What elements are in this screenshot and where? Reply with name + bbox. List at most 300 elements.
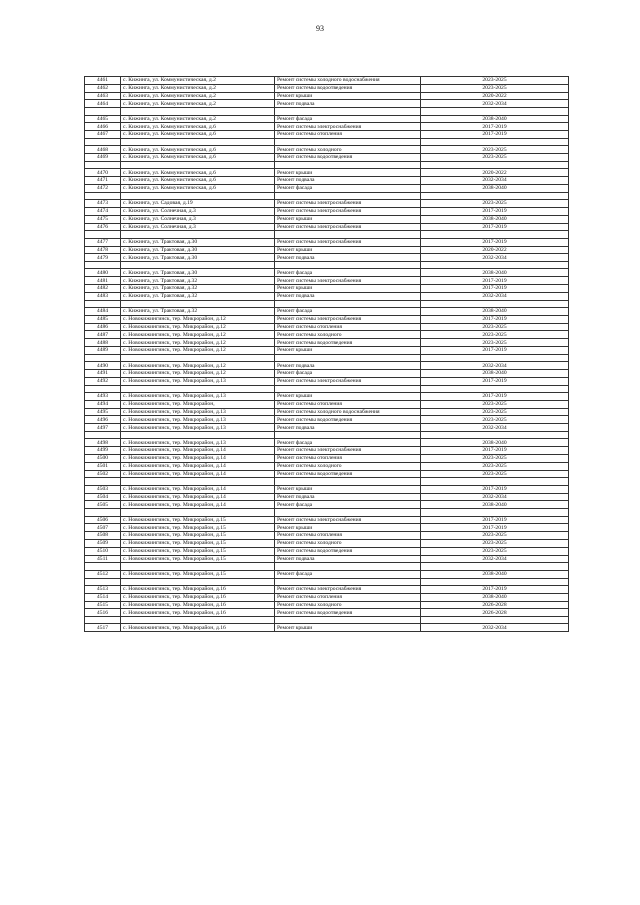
table-row xyxy=(85,593,569,601)
table-row xyxy=(85,277,569,285)
address-cell: с. Новокижингинск, тер. Микрорайон, д.14 xyxy=(121,462,275,470)
work-type-cell: Ремонт подвала xyxy=(275,254,421,262)
spacer-row xyxy=(85,192,569,199)
spacer-cell xyxy=(85,231,121,238)
address-cell: с. Новокижингинск, тер. Микрорайон, д.15 xyxy=(121,516,275,524)
work-type-cell: Ремонт подвала xyxy=(275,177,421,185)
work-type-cell: Ремонт подвала xyxy=(275,493,421,501)
spacer-row xyxy=(85,385,569,392)
work-type-cell: Ремонт фасада xyxy=(275,269,421,277)
address-cell: с. Новокижингинск, тер. Микрорайон, д.12 xyxy=(121,331,275,339)
work-type-cell: Ремонт крыши xyxy=(275,246,421,254)
table-row xyxy=(85,146,569,154)
work-type-cell: Ремонт фасада xyxy=(275,501,421,509)
work-type-cell: Ремонт крыши xyxy=(275,393,421,401)
period-cell: 2023-2025 xyxy=(421,547,569,555)
work-type-cell: Ремонт фасада xyxy=(275,439,421,447)
address-cell: с. Кижинга, ул. Солнечная, д.3 xyxy=(121,223,275,231)
work-type-cell: Ремонт фасада xyxy=(275,370,421,378)
work-type-cell: Ремонт системы водоотведения xyxy=(275,84,421,92)
address-cell: с. Кижинга, ул. Солнечная, д.3 xyxy=(121,215,275,223)
table-row xyxy=(85,123,569,131)
table-row xyxy=(85,524,569,532)
spacer-row xyxy=(85,478,569,485)
spacer-cell xyxy=(421,432,569,439)
spacer-cell xyxy=(421,138,569,145)
table-row xyxy=(85,570,569,578)
work-type-cell: Ремонт крыши xyxy=(275,169,421,177)
work-type-cell: Ремонт крыши xyxy=(275,624,421,632)
period-cell: 2038-2040 xyxy=(421,593,569,601)
table-row xyxy=(85,362,569,370)
spacer-cell xyxy=(121,578,275,585)
spacer-cell xyxy=(421,385,569,392)
work-type-cell: Ремонт системы электроснабжения xyxy=(275,200,421,208)
spacer-cell xyxy=(421,354,569,361)
address-cell: с. Новокижингинск, тер. Микрорайон, д.16 xyxy=(121,609,275,617)
table-row xyxy=(85,462,569,470)
table-row xyxy=(85,215,569,223)
period-cell: 2023-2025 xyxy=(421,462,569,470)
row-number-cell: 4495 xyxy=(85,408,121,416)
table-row xyxy=(85,269,569,277)
spacer-row xyxy=(85,262,569,269)
spacer-cell xyxy=(121,231,275,238)
row-number-cell: 4510 xyxy=(85,547,121,555)
table-row xyxy=(85,485,569,493)
table-row xyxy=(85,323,569,331)
table-row xyxy=(85,154,569,162)
period-cell: 2023-2025 xyxy=(421,84,569,92)
work-type-cell: Ремонт системы электроснабжения xyxy=(275,447,421,455)
spacer-cell xyxy=(421,231,569,238)
spacer-cell xyxy=(121,617,275,624)
spacer-cell xyxy=(121,478,275,485)
table-row xyxy=(85,254,569,262)
spacer-cell xyxy=(121,138,275,145)
period-cell: 2017-2019 xyxy=(421,277,569,285)
spacer-cell xyxy=(85,300,121,307)
address-cell: с. Кижинга, ул. Солнечная, д.3 xyxy=(121,207,275,215)
period-cell: 2017-2019 xyxy=(421,131,569,139)
spacer-cell xyxy=(275,478,421,485)
row-number-cell: 4503 xyxy=(85,485,121,493)
row-number-cell: 4508 xyxy=(85,532,121,540)
period-cell: 2017-2019 xyxy=(421,447,569,455)
address-cell: с. Новокижингинск, тер. Микрорайон, д.15 xyxy=(121,539,275,547)
address-cell: с. Новокижингинск, тер. Микрорайон, д.13 xyxy=(121,393,275,401)
address-cell: с. Новокижингинск, тер. Микрорайон, д.15 xyxy=(121,555,275,563)
table-row xyxy=(85,547,569,555)
spacer-cell xyxy=(121,161,275,168)
spacer-cell xyxy=(121,108,275,115)
spacer-cell xyxy=(275,617,421,624)
period-cell: 2032-2034 xyxy=(421,493,569,501)
address-cell: с. Новокижингинск, тер. Микрорайон, д.16 xyxy=(121,585,275,593)
period-cell: 2038-2040 xyxy=(421,308,569,316)
address-cell: с. Кижинга, ул. Коммунистическая, д.6 xyxy=(121,154,275,162)
address-cell: с. Кижинга, ул. Коммунистическая, д.6 xyxy=(121,184,275,192)
address-cell: с. Новокижингинск, тер. Микрорайон, xyxy=(121,400,275,408)
table-row xyxy=(85,100,569,108)
work-type-cell: Ремонт системы водоотведения xyxy=(275,609,421,617)
table-row xyxy=(85,347,569,355)
period-cell: 2017-2019 xyxy=(421,393,569,401)
spacer-row xyxy=(85,138,569,145)
work-type-cell: Ремонт системы холодного водоснабжения xyxy=(275,408,421,416)
row-number-cell: 4514 xyxy=(85,593,121,601)
spacer-cell xyxy=(275,563,421,570)
period-cell: 2017-2019 xyxy=(421,347,569,355)
spacer-cell xyxy=(85,192,121,199)
spacer-cell xyxy=(85,262,121,269)
work-type-cell: Ремонт фасада xyxy=(275,308,421,316)
spacer-cell xyxy=(421,262,569,269)
period-cell: 2032-2034 xyxy=(421,177,569,185)
table-row xyxy=(85,454,569,462)
table-row xyxy=(85,408,569,416)
work-type-cell: Ремонт системы электроснабжения xyxy=(275,123,421,131)
address-cell: с. Новокижингинск, тер. Микрорайон, д.12 xyxy=(121,339,275,347)
row-number-cell: 4485 xyxy=(85,315,121,323)
spacer-row xyxy=(85,161,569,168)
spacer-row xyxy=(85,300,569,307)
period-cell: 2038-2040 xyxy=(421,501,569,509)
work-type-cell: Ремонт системы холодного xyxy=(275,539,421,547)
address-cell: с. Новокижингинск, тер. Микрорайон, д.13 xyxy=(121,439,275,447)
address-cell: с. Новокижингинск, тер. Микрорайон, д.12 xyxy=(121,347,275,355)
row-number-cell: 4506 xyxy=(85,516,121,524)
period-cell: 2017-2019 xyxy=(421,207,569,215)
row-number-cell: 4465 xyxy=(85,115,121,123)
spacer-cell xyxy=(85,432,121,439)
spacer-cell xyxy=(275,161,421,168)
address-cell: с. Новокижингинск, тер. Микрорайон, д.13 xyxy=(121,424,275,432)
table-row xyxy=(85,585,569,593)
address-cell: с. Новокижингинск, тер. Микрорайон, д.14 xyxy=(121,470,275,478)
address-cell: с. Кижинга, ул. Коммунистическая, д.2 xyxy=(121,84,275,92)
work-type-cell: Ремонт системы водоотведения xyxy=(275,416,421,424)
row-number-cell: 4488 xyxy=(85,339,121,347)
table-row xyxy=(85,184,569,192)
address-cell: с. Новокижингинск, тер. Микрорайон, д.15 xyxy=(121,547,275,555)
spacer-cell xyxy=(275,385,421,392)
row-number-cell: 4464 xyxy=(85,100,121,108)
table-row xyxy=(85,439,569,447)
row-number-cell: 4513 xyxy=(85,585,121,593)
address-cell: с. Новокижингинск, тер. Микрорайон, д.16 xyxy=(121,624,275,632)
period-cell: 2023-2025 xyxy=(421,539,569,547)
table-row xyxy=(85,470,569,478)
period-cell: 2017-2019 xyxy=(421,315,569,323)
period-cell: 2026-2028 xyxy=(421,601,569,609)
table-row xyxy=(85,539,569,547)
table-row xyxy=(85,601,569,609)
period-cell: 2038-2040 xyxy=(421,184,569,192)
table-row xyxy=(85,331,569,339)
row-number-cell: 4501 xyxy=(85,462,121,470)
period-cell: 2032-2034 xyxy=(421,624,569,632)
table-body xyxy=(85,77,569,632)
period-cell: 2020-2022 xyxy=(421,246,569,254)
address-cell: с. Кижинга, ул. Коммунистическая, д.2 xyxy=(121,115,275,123)
period-cell: 2032-2034 xyxy=(421,424,569,432)
work-type-cell: Ремонт фасада xyxy=(275,570,421,578)
row-number-cell: 4499 xyxy=(85,447,121,455)
row-number-cell: 4479 xyxy=(85,254,121,262)
table-row xyxy=(85,400,569,408)
period-cell: 2023-2025 xyxy=(421,323,569,331)
work-type-cell: Ремонт подвала xyxy=(275,424,421,432)
row-number-cell: 4509 xyxy=(85,539,121,547)
address-cell: с. Новокижингинск, тер. Микрорайон, д.15 xyxy=(121,532,275,540)
row-number-cell: 4498 xyxy=(85,439,121,447)
table-row xyxy=(85,532,569,540)
row-number-cell: 4497 xyxy=(85,424,121,432)
work-type-cell: Ремонт системы водоотведения xyxy=(275,339,421,347)
row-number-cell: 4491 xyxy=(85,370,121,378)
table-row xyxy=(85,285,569,293)
period-cell: 2017-2019 xyxy=(421,516,569,524)
address-cell: с. Новокижингинск, тер. Микрорайон, д.16 xyxy=(121,601,275,609)
row-number-cell: 4481 xyxy=(85,277,121,285)
spacer-row xyxy=(85,108,569,115)
period-cell: 2023-2025 xyxy=(421,77,569,85)
spacer-cell xyxy=(421,578,569,585)
spacer-cell xyxy=(275,108,421,115)
row-number-cell: 4470 xyxy=(85,169,121,177)
period-cell: 2017-2019 xyxy=(421,238,569,246)
row-number-cell: 4484 xyxy=(85,308,121,316)
address-cell: с. Кижинга, ул. Трактовая, д.32 xyxy=(121,285,275,293)
address-cell: с. Кижинга, ул. Трактовая, д.32 xyxy=(121,277,275,285)
work-type-cell: Ремонт крыши xyxy=(275,285,421,293)
work-type-cell: Ремонт системы электроснабжения xyxy=(275,585,421,593)
table-row xyxy=(85,177,569,185)
table-row xyxy=(85,77,569,85)
table-row xyxy=(85,223,569,231)
spacer-row xyxy=(85,509,569,516)
work-type-cell: Ремонт крыши xyxy=(275,215,421,223)
work-type-cell: Ремонт крыши xyxy=(275,347,421,355)
row-number-cell: 4490 xyxy=(85,362,121,370)
address-cell: с. Новокижингинск, тер. Микрорайон, д.16 xyxy=(121,593,275,601)
period-cell: 2032-2034 xyxy=(421,292,569,300)
spacer-cell xyxy=(421,108,569,115)
address-cell: с. Кижинга, ул. Трактовая, д.32 xyxy=(121,292,275,300)
work-type-cell: Ремонт системы водоотведения xyxy=(275,547,421,555)
row-number-cell: 4496 xyxy=(85,416,121,424)
period-cell: 2023-2025 xyxy=(421,154,569,162)
table-row xyxy=(85,370,569,378)
work-type-cell: Ремонт системы электроснабжения xyxy=(275,223,421,231)
work-type-cell: Ремонт системы электроснабжения xyxy=(275,238,421,246)
address-cell: с. Новокижингинск, тер. Микрорайон, д.14 xyxy=(121,493,275,501)
spacer-cell xyxy=(421,478,569,485)
spacer-cell xyxy=(275,578,421,585)
row-number-cell: 4516 xyxy=(85,609,121,617)
period-cell: 2032-2034 xyxy=(421,254,569,262)
spacer-cell xyxy=(85,478,121,485)
table-row xyxy=(85,131,569,139)
period-cell: 2017-2019 xyxy=(421,485,569,493)
row-number-cell: 4505 xyxy=(85,501,121,509)
row-number-cell: 4486 xyxy=(85,323,121,331)
spacer-cell xyxy=(85,385,121,392)
table-row xyxy=(85,246,569,254)
spacer-cell xyxy=(121,192,275,199)
address-cell: с. Новокижингинск, тер. Микрорайон, д.15 xyxy=(121,570,275,578)
page-number: 93 xyxy=(316,24,324,33)
work-type-cell: Ремонт системы водоотведения xyxy=(275,154,421,162)
spacer-cell xyxy=(275,262,421,269)
work-type-cell: Ремонт системы холодного xyxy=(275,146,421,154)
table-row xyxy=(85,292,569,300)
work-type-cell: Ремонт системы отопления xyxy=(275,131,421,139)
spacer-row xyxy=(85,231,569,238)
work-type-cell: Ремонт подвала xyxy=(275,362,421,370)
spacer-cell xyxy=(275,192,421,199)
work-type-cell: Ремонт системы отопления xyxy=(275,454,421,462)
work-type-cell: Ремонт крыши xyxy=(275,485,421,493)
row-number-cell: 4461 xyxy=(85,77,121,85)
table-row xyxy=(85,393,569,401)
period-cell: 2038-2040 xyxy=(421,570,569,578)
row-number-cell: 4478 xyxy=(85,246,121,254)
spacer-cell xyxy=(421,617,569,624)
address-cell: с. Кижинга, ул. Коммунистическая, д.6 xyxy=(121,169,275,177)
work-type-cell: Ремонт крыши xyxy=(275,92,421,100)
address-cell: с. Новокижингинск, тер. Микрорайон, д.14 xyxy=(121,454,275,462)
work-type-cell: Ремонт системы холодного водоснабжения xyxy=(275,77,421,85)
spacer-cell xyxy=(275,354,421,361)
row-number-cell: 4476 xyxy=(85,223,121,231)
row-number-cell: 4480 xyxy=(85,269,121,277)
period-cell: 2032-2034 xyxy=(421,100,569,108)
spacer-cell xyxy=(275,300,421,307)
work-type-cell: Ремонт фасада xyxy=(275,184,421,192)
row-number-cell: 4504 xyxy=(85,493,121,501)
address-cell: с. Кижинга, ул. Коммунистическая, д.6 xyxy=(121,146,275,154)
address-cell: с. Кижинга, ул. Коммунистическая, д.2 xyxy=(121,100,275,108)
row-number-cell: 4489 xyxy=(85,347,121,355)
table-row xyxy=(85,339,569,347)
period-cell: 2017-2019 xyxy=(421,524,569,532)
row-number-cell: 4467 xyxy=(85,131,121,139)
address-cell: с. Кижинга, ул. Коммунистическая, д.2 xyxy=(121,77,275,85)
address-cell: с. Новокижингинск, тер. Микрорайон, д.13 xyxy=(121,408,275,416)
spacer-cell xyxy=(121,300,275,307)
address-cell: с. Кижинга, ул. Трактовая, д.30 xyxy=(121,269,275,277)
work-type-cell: Ремонт подвала xyxy=(275,100,421,108)
period-cell: 2023-2025 xyxy=(421,400,569,408)
table-row xyxy=(85,416,569,424)
period-cell: 2023-2025 xyxy=(421,470,569,478)
row-number-cell: 4463 xyxy=(85,92,121,100)
table-row xyxy=(85,555,569,563)
row-number-cell: 4469 xyxy=(85,154,121,162)
spacer-row xyxy=(85,354,569,361)
period-cell: 2023-2025 xyxy=(421,532,569,540)
address-cell: с. Новокижингинск, тер. Микрорайон, д.13 xyxy=(121,416,275,424)
spacer-cell xyxy=(421,563,569,570)
spacer-cell xyxy=(85,161,121,168)
period-cell: 2023-2025 xyxy=(421,339,569,347)
period-cell: 2023-2025 xyxy=(421,146,569,154)
period-cell: 2017-2019 xyxy=(421,377,569,385)
row-number-cell: 4517 xyxy=(85,624,121,632)
address-cell: с. Новокижингинск, тер. Микрорайон, д.12 xyxy=(121,362,275,370)
period-cell: 2026-2028 xyxy=(421,609,569,617)
address-cell: с. Кижинга, ул. Трактовая, д.30 xyxy=(121,246,275,254)
row-number-cell: 4466 xyxy=(85,123,121,131)
spacer-row xyxy=(85,432,569,439)
period-cell: 2023-2025 xyxy=(421,200,569,208)
work-type-cell: Ремонт системы электроснабжения xyxy=(275,516,421,524)
spacer-cell xyxy=(275,231,421,238)
work-type-cell: Ремонт системы электроснабжения xyxy=(275,315,421,323)
row-number-cell: 4515 xyxy=(85,601,121,609)
row-number-cell: 4494 xyxy=(85,400,121,408)
work-type-cell: Ремонт подвала xyxy=(275,292,421,300)
address-cell: с. Кижинга, ул. Коммунистическая, д.6 xyxy=(121,123,275,131)
table-row xyxy=(85,115,569,123)
row-number-cell: 4462 xyxy=(85,84,121,92)
row-number-cell: 4492 xyxy=(85,377,121,385)
work-type-cell: Ремонт системы отопления xyxy=(275,593,421,601)
period-cell: 2032-2034 xyxy=(421,555,569,563)
spacer-cell xyxy=(421,300,569,307)
row-number-cell: 4511 xyxy=(85,555,121,563)
period-cell: 2020-2022 xyxy=(421,92,569,100)
row-number-cell: 4502 xyxy=(85,470,121,478)
address-cell: с. Новокижингинск, тер. Микрорайон, д.12 xyxy=(121,323,275,331)
spacer-cell xyxy=(121,509,275,516)
spacer-cell xyxy=(421,509,569,516)
spacer-cell xyxy=(121,432,275,439)
row-number-cell: 4483 xyxy=(85,292,121,300)
address-cell: с. Новокижингинск, тер. Микрорайон, д.14 xyxy=(121,501,275,509)
address-cell: с. Кижинга, ул. Коммунистическая, д.2 xyxy=(121,92,275,100)
address-cell: с. Кижинга, ул. Коммунистическая, д.6 xyxy=(121,177,275,185)
period-cell: 2038-2040 xyxy=(421,215,569,223)
work-type-cell: Ремонт системы холодного xyxy=(275,331,421,339)
work-type-cell: Ремонт системы электроснабжения xyxy=(275,377,421,385)
period-cell: 2020-2022 xyxy=(421,169,569,177)
spacer-row xyxy=(85,578,569,585)
work-type-cell: Ремонт системы холодного xyxy=(275,601,421,609)
period-cell: 2023-2025 xyxy=(421,454,569,462)
work-type-cell: Ремонт системы отопления xyxy=(275,323,421,331)
table-row xyxy=(85,447,569,455)
address-cell: с. Кижинга, ул. Трактовая, д.30 xyxy=(121,238,275,246)
table-row xyxy=(85,609,569,617)
row-number-cell: 4471 xyxy=(85,177,121,185)
row-number-cell: 4468 xyxy=(85,146,121,154)
spacer-cell xyxy=(275,509,421,516)
table-row xyxy=(85,200,569,208)
period-cell: 2038-2040 xyxy=(421,269,569,277)
work-type-cell: Ремонт крыши xyxy=(275,524,421,532)
period-cell: 2032-2034 xyxy=(421,362,569,370)
table-row xyxy=(85,493,569,501)
work-type-cell: Ремонт системы отопления xyxy=(275,400,421,408)
table-row xyxy=(85,516,569,524)
table-row xyxy=(85,424,569,432)
table-row xyxy=(85,92,569,100)
work-type-cell: Ремонт системы отопления xyxy=(275,532,421,540)
address-cell: с. Новокижингинск, тер. Микрорайон, д.14 xyxy=(121,485,275,493)
